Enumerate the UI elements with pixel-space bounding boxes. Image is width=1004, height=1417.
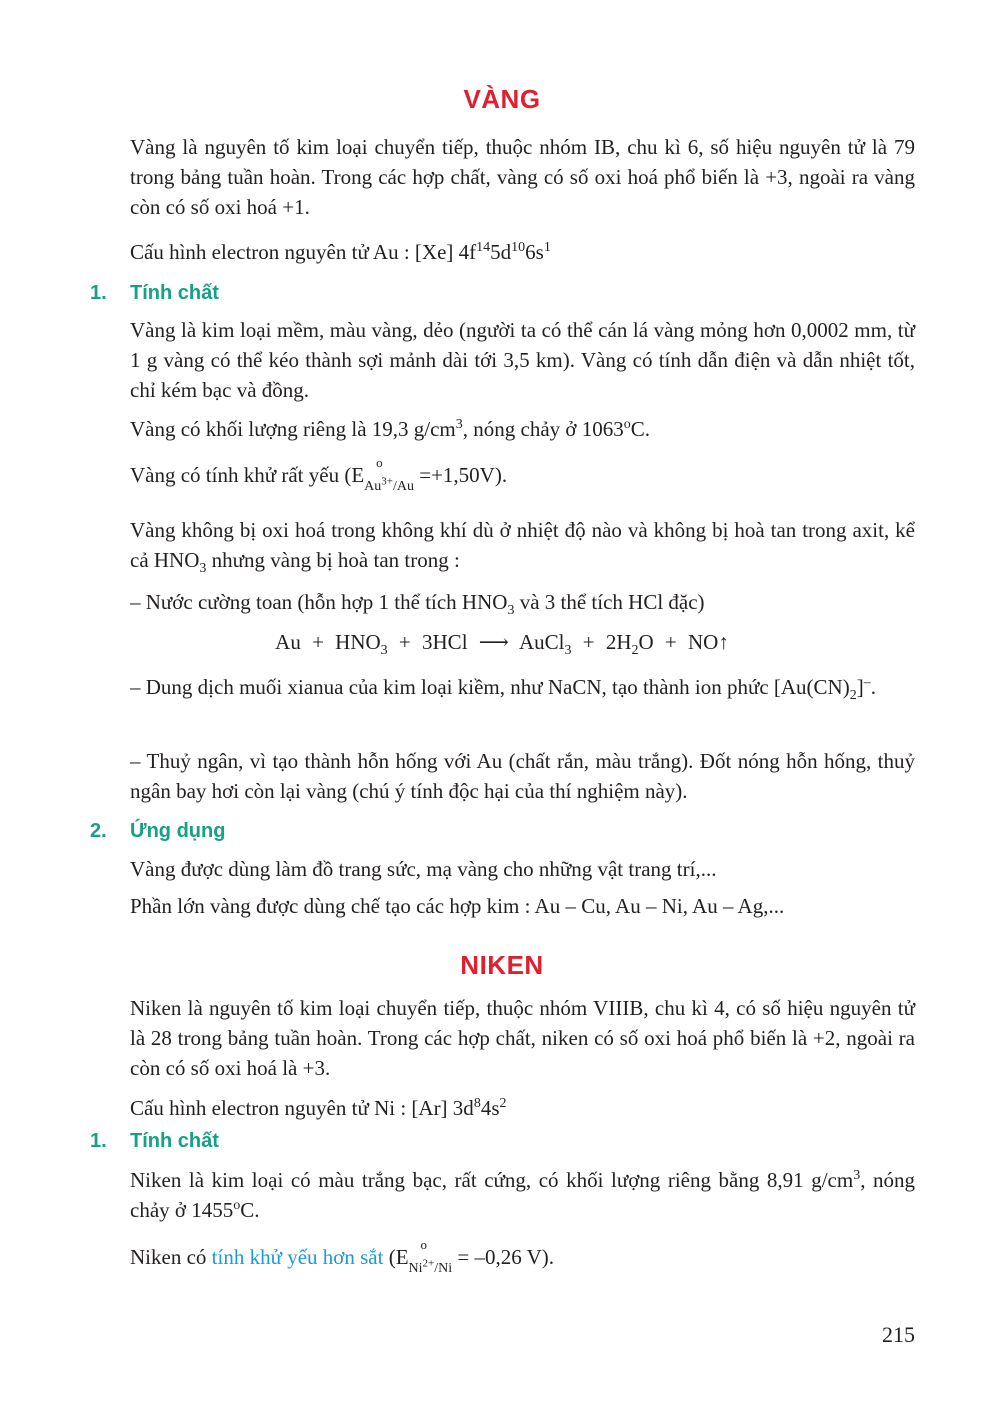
nickel-properties-paragraph: Niken là kim loại có màu trắng bạc, rất cứng, có khối lượng riêng bằng 8,91 $g/cm^3$, nóng chảy ở 1455$^o$C. xyxy=(130,1168,916,1222)
gold-uses-line1: Vàng được dùng làm đồ trang sức, mạ vàng cho những vật trang trí,... xyxy=(130,857,717,881)
gold-oxidation-paragraph: Vàng không bị oxi hoá trong không khí dù ở nhiệt độ nào và không bị hoà tan trong axit, kể cả $HNO_3$ nhưng vàng bị hoà tan trong : xyxy=(130,518,915,577)
gold-section2-heading: 2. Ứng dụng xyxy=(90,820,226,842)
nickel-reduction-potential: Niken có tính khử yếu hơn sắt (E o $_{Ni^{2+}/Ni}$ = –0,26 V). xyxy=(130,1237,555,1276)
nickel-section1-heading: 1. Tính chất xyxy=(90,1130,219,1152)
gold-density: Vàng có khối lượng riêng là 19,3 $g/cm^3$, nóng chảy ở 1063$^o$C. xyxy=(130,417,651,441)
gold-title: VÀNG xyxy=(463,84,541,114)
aqua-regia-equation: $Au + HNO_3 + 3HCl$ ⟶ AuCl$_3$ + $2H_2O$ + NO↑ xyxy=(275,630,729,659)
nickel-electron-config: Cấu hình electron nguyên tử Ni : [Ar] $3d^84s^2$ xyxy=(130,1096,507,1120)
gold-intro: Vàng là nguyên tố kim loại chuyển tiếp, thuộc nhóm IB, chu kì 6, số hiệu nguyên tử là 79 trong bảng tuần hoàn. Trong các hợp chất, vàng có số oxi hoá phổ biến là +3, ngoài ra vàng còn có số oxi hoá +1. xyxy=(130,135,915,219)
cyanide-item: – Dung dịch muối xianua của kim loại kiềm, như NaCN, tạo thành ion phức $[Au(CN)_2]^-$. xyxy=(130,675,876,704)
gold-properties-paragraph: Vàng là kim loại mềm, màu vàng, dẻo (người ta có thể cán lá vàng mỏng hơn 0,0002 mm, từ 1 g vàng có thể kéo thành sợi mảnh dài tới 3,5 km). Vàng có tính dẫn điện và dẫn nhiệt tốt, chỉ kém bạc và đồng. xyxy=(130,318,915,402)
aqua-regia-item: – Nước cường toan (hỗn hợp 1 thể tích $HNO_3$ và 3 thể tích HCl đặc) xyxy=(130,590,705,619)
reduction-link[interactable]: tính khử yếu hơn sắt xyxy=(211,1245,384,1269)
nickel-intro: Niken là nguyên tố kim loại chuyển tiếp, thuộc nhóm VIIIB, chu kì 4, có số hiệu nguyên tử là 28 trong bảng tuần hoàn. Trong các hợp chất, niken có số oxi hoá phổ biến là +2, ngoài ra còn có số oxi hoá là +3. xyxy=(130,996,915,1080)
page-number: 215 xyxy=(882,1322,915,1347)
nickel-title: NIKEN xyxy=(460,950,544,980)
gold-reduction-potential: Vàng có tính khử rất yếu (E o $_{Au^{3+}/Au}$ =+1,50V). xyxy=(130,455,508,494)
gold-section1-heading: 1. Tính chất xyxy=(90,282,219,304)
mercury-item: – Thuỷ ngân, vì tạo thành hỗn hống với Au (chất rắn, màu trắng). Đốt nóng hỗn hống, thuỷ ngân bay hơi còn lại vàng (chú ý tính độc hại của thí nghiệm này). xyxy=(130,749,915,803)
gold-electron-config: Cấu hình electron nguyên tử Au : [Xe] $4f^{14}5d^{10}6s^1$ xyxy=(130,240,551,264)
gold-uses-line2: Phần lớn vàng được dùng chế tạo các hợp kim : Au – Cu, Au – Ni, Au – Ag,... xyxy=(130,894,785,918)
